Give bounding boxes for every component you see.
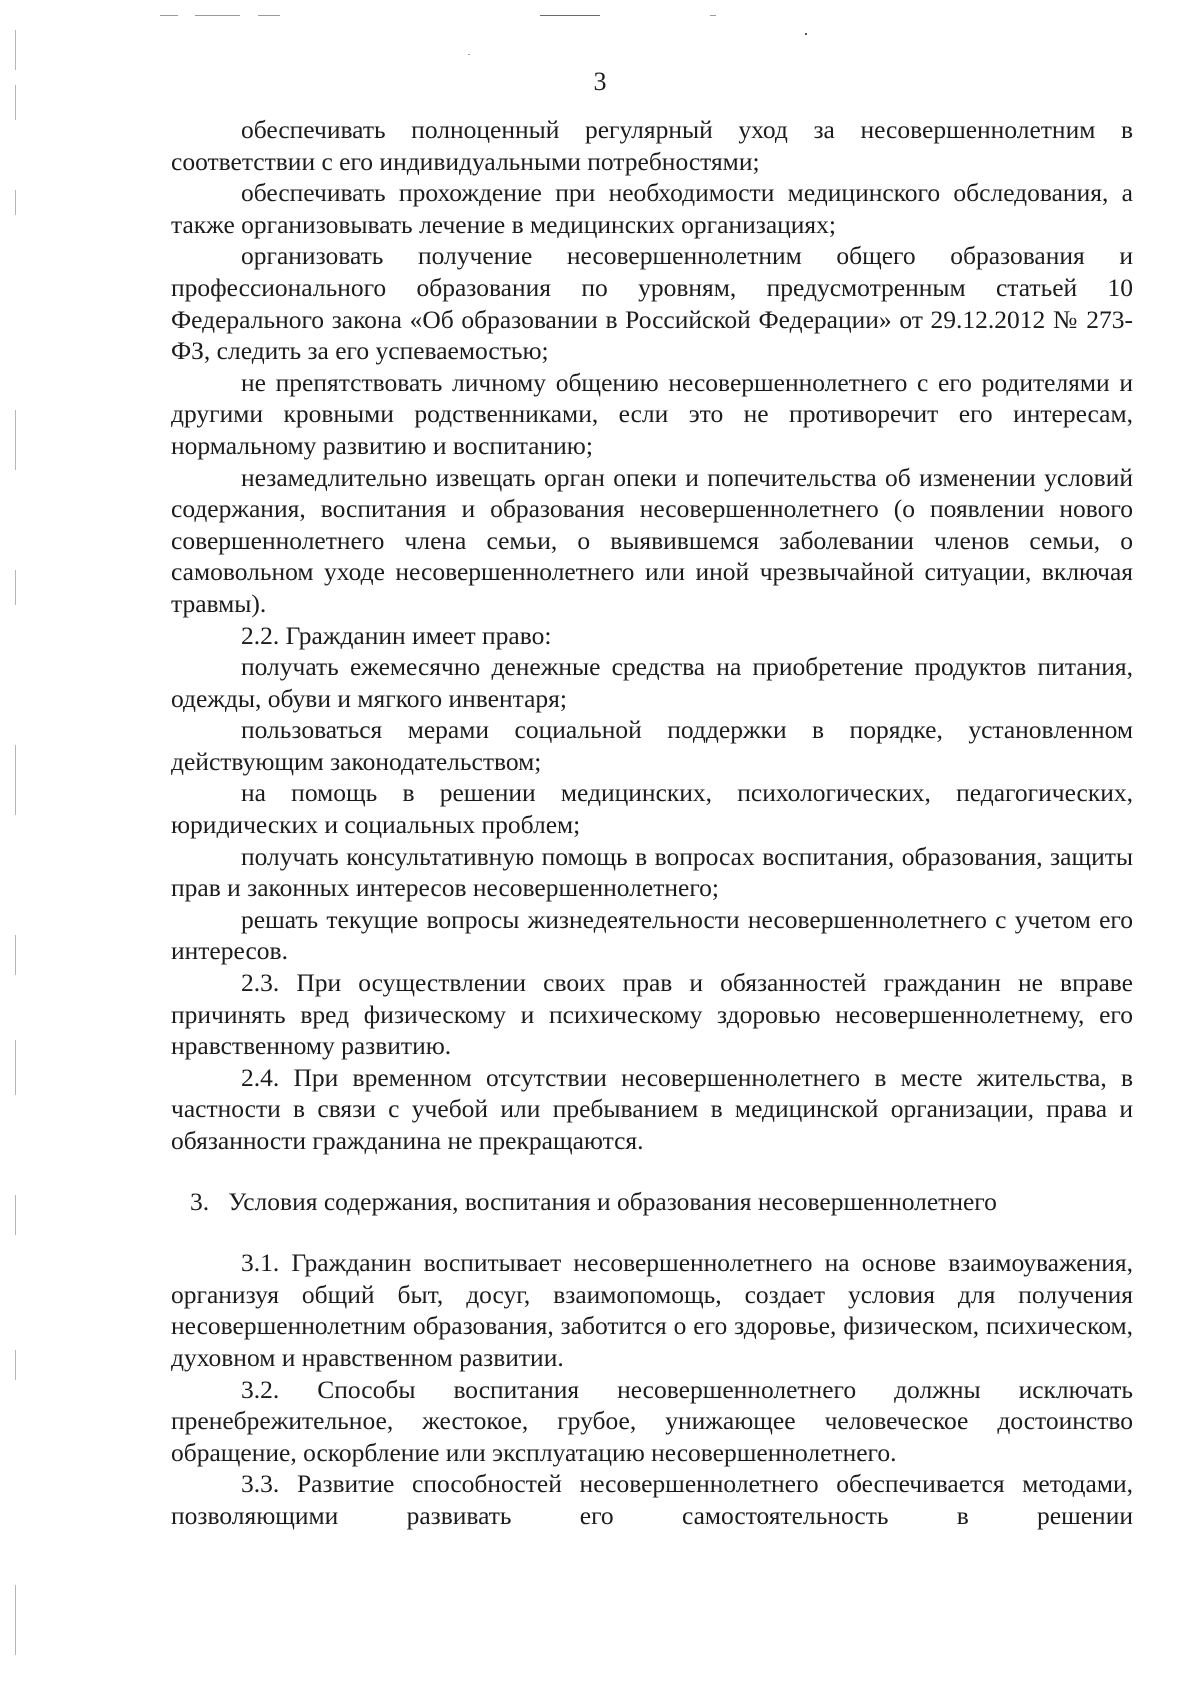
paragraph: 2.2. Гражданин имеет право: — [241, 620, 552, 650]
paragraph: 3.3. Развитие способностей несовершеннолетнего обеспечивается методами, позволяющими развивать его самостоятельность в решении — [171, 1469, 1133, 1530]
paragraph: решать текущие вопросы жизнедеятельности несовершеннолетнего с учетом его интересов. — [171, 904, 1133, 966]
scan-edge — [15, 1350, 16, 1380]
scan-edge — [15, 745, 16, 815]
paragraph: не препятствовать личному общению несовершеннолетнего с его родителями и другими кровными родственниками, если это не противоречит его интересам, нормальному развитию и воспитанию; — [171, 367, 1133, 460]
document-body — [171, 114, 1133, 1532]
paragraph: 3.1. Гражданин воспитывает несовершеннолетнего на основе взаимоуважения, организуя общий быт, досуг, взаимопомощь, создает условия для получения несовершеннолетним образования, заботится о его здоровье, физическом, психическом, духовном и нравственном развитии. — [171, 1248, 1133, 1372]
scan-artifact — [540, 15, 600, 16]
scan-edge — [15, 410, 16, 470]
scan-edge — [15, 1195, 16, 1235]
scan-edge — [15, 1585, 16, 1655]
paragraph: на помощь в решении медицинских, психологических, педагогических, юридических и социальных проблем; — [171, 778, 1133, 840]
section-heading: 3. Условия содержания, воспитания и образования несовершеннолетнего — [190, 1186, 997, 1216]
paragraph: 2.3. При осуществлении своих прав и обязанностей гражданин не вправе причинять вред физическому и психическому здоровью несовершеннолетнему, его нравственному развитию. — [171, 968, 1133, 1061]
page-number: 3 — [593, 67, 607, 96]
scan-artifact — [195, 15, 240, 16]
scan-edge — [15, 570, 16, 605]
scan-edge — [15, 30, 16, 70]
paragraph: обеспечивать прохождение при необходимости медицинского обследования, а также организовывать лечение в медицинских организациях; — [171, 178, 1133, 239]
scan-artifact — [160, 15, 178, 16]
paragraph: 2.4. При временном отсутствии несовершеннолетнего в месте жительства, в частности в связи с учебой или пребыванием в медицинской организации, права и обязанности гражданина не прекращаются. — [171, 1062, 1133, 1155]
scan-artifact — [710, 15, 716, 16]
paragraph: получать ежемесячно денежные средства на приобретение продуктов питания, одежды, обуви и мягкого инвентаря; — [171, 652, 1133, 713]
paragraph: получать консультативную помощь в вопросах воспитания, образования, защиты прав и законных интересов несовершеннолетнего; — [171, 841, 1133, 903]
scan-artifact — [258, 15, 280, 16]
scan-edge — [15, 1040, 16, 1095]
scan-edge — [15, 190, 16, 215]
scan-artifact — [468, 54, 470, 55]
paragraph: 3.2. Способы воспитания несовершеннолетнего должны исключать пренебрежительное, жестокое, грубое, унижающее человеческое достоинство обращение, оскорбление или эксплуатацию несовершеннолетнего. — [171, 1374, 1133, 1467]
paragraph: обеспечивать полноценный регулярный уход за несовершеннолетним в соответствии с его индивидуальными потребностями; — [171, 115, 1133, 176]
paragraph: пользоваться мерами социальной поддержки в порядке, установленном действующим законодательством; — [171, 715, 1133, 776]
scan-artifact — [805, 33, 807, 35]
paragraph: незамедлительно извещать орган опеки и попечительства об изменении условий содержания, воспитания и образования несовершеннолетнего (о появлении нового совершеннолетнего члена семьи, о выявившемся заболевании членов семьи, о самовольном уходе несовершеннолетнего или иной чрезвычайной ситуации, включая травмы). — [171, 462, 1133, 618]
scan-edge — [15, 935, 16, 975]
paragraph: организовать получение несовершеннолетним общего образования и профессионального образования по уровням, предусмотренным статьей 10 Федерального закона «Об образовании в Российской Федерации» от 29.12.2012 № 273-ФЗ, следить за его успеваемостью; — [171, 241, 1133, 366]
